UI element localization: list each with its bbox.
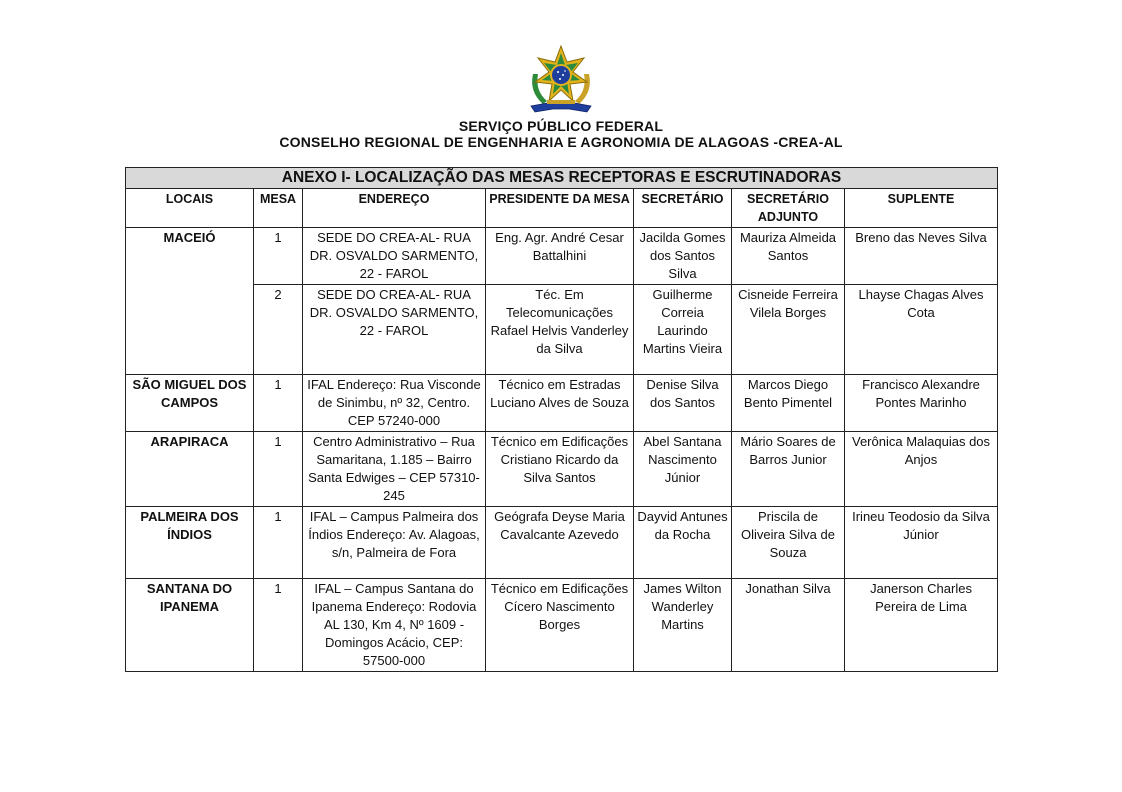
cell-presidente: Técnico em Edificações Cristiano Ricardo da Silva Santos <box>486 432 634 507</box>
cell-secretario-adjunto: Cisneide Ferreira Vilela Borges <box>732 285 845 375</box>
cell-endereco: IFAL – Campus Santana do Ipanema Endereço: Rodovia AL 130, Km 4, Nº 1609 - Domingos Acácio, CEP: 57500-000 <box>303 579 486 672</box>
cell-local: MACEIÓ <box>126 228 254 375</box>
column-header-locais: LOCAIS <box>126 189 254 228</box>
cell-secretario: Dayvid Antunes da Rocha <box>634 507 732 579</box>
cell-presidente: Técnico em Estradas Luciano Alves de Souza <box>486 375 634 432</box>
cell-local: SÃO MIGUEL DOS CAMPOS <box>126 375 254 432</box>
cell-suplente: Irineu Teodosio da Silva Júnior <box>845 507 998 579</box>
cell-secretario-adjunto: Marcos Diego Bento Pimentel <box>732 375 845 432</box>
cell-endereco: IFAL – Campus Palmeira dos Índios Endereço: Av. Alagoas, s/n, Palmeira de Fora <box>303 507 486 579</box>
cell-local: PALMEIRA DOS ÍNDIOS <box>126 507 254 579</box>
annex-table <box>125 167 998 672</box>
cell-suplente: Verônica Malaquias dos Anjos <box>845 432 998 507</box>
column-header-suplente: SUPLENTE <box>845 189 998 228</box>
table-row <box>126 432 998 507</box>
cell-secretario: Guilherme Correia Laurindo Martins Vieira <box>634 285 732 375</box>
cell-endereco: IFAL Endereço: Rua Visconde de Sinimbu, nº 32, Centro. CEP 57240-000 <box>303 375 486 432</box>
cell-presidente: Geógrafa Deyse Maria Cavalcante Azevedo <box>486 507 634 579</box>
cell-secretario-adjunto: Mauriza Almeida Santos <box>732 228 845 285</box>
cell-mesa: 2 <box>254 285 303 375</box>
cell-secretario: Jacilda Gomes dos Santos Silva <box>634 228 732 285</box>
cell-suplente: Janerson Charles Pereira de Lima <box>845 579 998 672</box>
column-header-secretario: SECRETÁRIO <box>634 189 732 228</box>
cell-mesa: 1 <box>254 507 303 579</box>
column-header-secretario-adjunto: SECRETÁRIO ADJUNTO <box>732 189 845 228</box>
cell-endereco: Centro Administrativo – Rua Samaritana, 1.185 – Bairro Santa Edwiges – CEP 57310-245 <box>303 432 486 507</box>
cell-presidente: Téc. Em Telecomunicações Rafael Helvis Vanderley da Silva <box>486 285 634 375</box>
column-header-endereco: ENDEREÇO <box>303 189 486 228</box>
table-title: ANEXO I- LOCALIZAÇÃO DAS MESAS RECEPTORAS E ESCRUTINADORAS <box>126 168 998 189</box>
table-row <box>126 579 998 672</box>
header-line-2: CONSELHO REGIONAL DE ENGENHARIA E AGRONOMIA DE ALAGOAS -CREA-AL <box>279 134 843 150</box>
cell-suplente: Francisco Alexandre Pontes Marinho <box>845 375 998 432</box>
cell-secretario-adjunto: Priscila de Oliveira Silva de Souza <box>732 507 845 579</box>
cell-mesa: 1 <box>254 432 303 507</box>
cell-suplente: Lhayse Chagas Alves Cota <box>845 285 998 375</box>
table-row <box>126 228 998 285</box>
cell-mesa: 1 <box>254 375 303 432</box>
header-line-1: SERVIÇO PÚBLICO FEDERAL <box>458 118 664 134</box>
cell-endereco: SEDE DO CREA-AL- RUA DR. OSVALDO SARMENTO, 22 - FAROL <box>303 228 486 285</box>
cell-presidente: Técnico em Edificações Cícero Nascimento Borges <box>486 579 634 672</box>
table-header-row <box>126 189 998 228</box>
brazil-coat-of-arms-icon <box>523 44 599 116</box>
cell-secretario: James Wilton Wanderley Martins <box>634 579 732 672</box>
cell-mesa: 1 <box>254 228 303 285</box>
cell-secretario: Abel Santana Nascimento Júnior <box>634 432 732 507</box>
column-header-mesa: MESA <box>254 189 303 228</box>
cell-presidente: Eng. Agr. André Cesar Battalhini <box>486 228 634 285</box>
table-row <box>126 375 998 432</box>
cell-local: ARAPIRACA <box>126 432 254 507</box>
cell-mesa: 1 <box>254 579 303 672</box>
cell-local: SANTANA DO IPANEMA <box>126 579 254 672</box>
cell-suplente: Breno das Neves Silva <box>845 228 998 285</box>
table-row <box>126 285 998 375</box>
cell-endereco: SEDE DO CREA-AL- RUA DR. OSVALDO SARMENTO, 22 - FAROL <box>303 285 486 375</box>
column-header-presidente: PRESIDENTE DA MESA <box>486 189 634 228</box>
cell-secretario-adjunto: Mário Soares de Barros Junior <box>732 432 845 507</box>
cell-secretario-adjunto: Jonathan Silva <box>732 579 845 672</box>
table-row <box>126 507 998 579</box>
cell-secretario: Denise Silva dos Santos <box>634 375 732 432</box>
